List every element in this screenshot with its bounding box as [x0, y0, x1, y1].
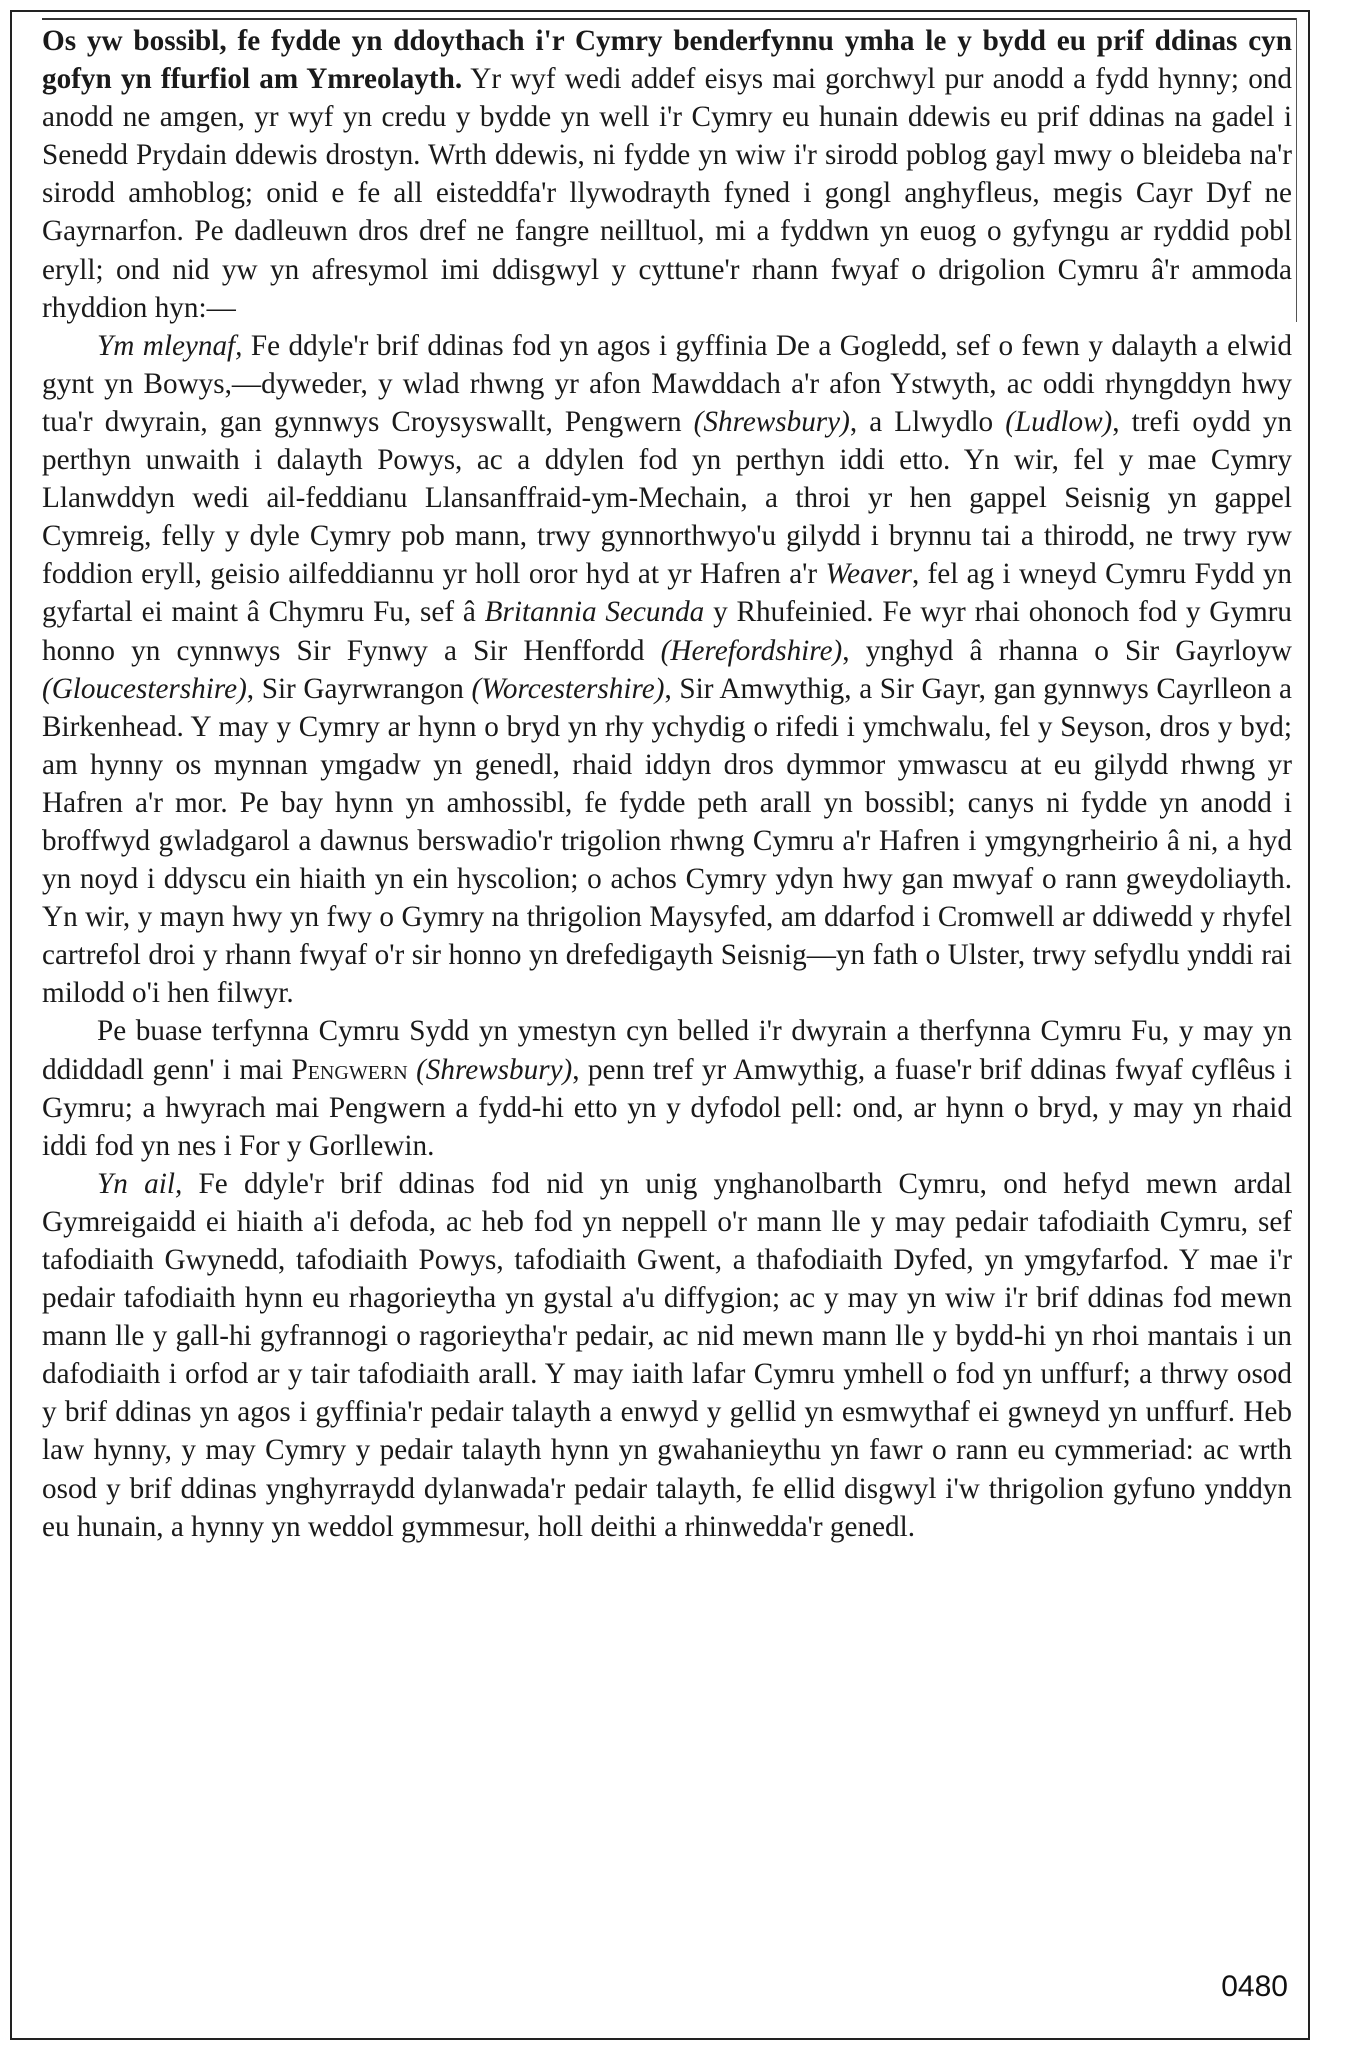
paragraph-2-italic-1: (Shrewsbury): [693, 405, 850, 438]
paragraph-4-lead: Yn ail,: [97, 1167, 183, 1200]
paragraph-3-smallcaps: Pengwern: [291, 1053, 408, 1086]
paragraph-2-text-7: , Sir Gayrwrangon: [246, 672, 472, 705]
paragraph-2-italic-5: (Herefordshire): [660, 634, 843, 667]
paragraph-2-text-5: y Rhufeinied. Fe wyr rhai ohonoch fod y Gymru honno yn cynnwys Sir Fynwy a Sir Henffordd: [42, 596, 1292, 667]
paragraph-2-text-6: , ynghyd â rhanna o Sir Gayrloyw: [842, 634, 1292, 667]
paragraph-2-text-1: Fe ddyle'r brif ddinas fod yn agos i gyffinia De a Gogledd, sef o fewn y dalayth a elwid gynt yn Bowys,—dyweder, y wlad rhwng yr afon Mawddach a'r afon Ystwyth, ac oddi rhyngddyn hwy tua'r dwyrain, gan gynnwys Croysyswallt, Pengwern: [42, 329, 1292, 438]
paragraph-2-italic-2: (Ludlow): [1005, 405, 1113, 438]
paragraph-1: [42, 22, 1292, 327]
paragraph-2-italic-4: Britannia Secunda: [484, 596, 705, 629]
paragraph-3-text-1: Pe buase terfynna Cymru Sydd yn ymestyn cyn belled i'r dwyrain a therfynna Cymru Fu, y may yn ddiddadl genn' i mai: [42, 1015, 1292, 1086]
page-number: 0480: [1221, 1970, 1288, 2003]
clipping-top-rule: [42, 18, 1297, 20]
paragraph-1-line-2: bydd eu prif ddinas cyn gofyn yn ffurfiol am Ymreolayth.: [42, 25, 1293, 96]
paragraph-3-text-2: , penn tref yr Amwythig, a fuase'r brif ddinas fwyaf cyflêus i Gymru; a hwyrach mai Pengwern a fydd-hi etto yn y dyfodol pell: ond, ar hynn o bryd, y may yn rhaid iddi fod yn nes i For y Gorllewin.: [42, 1053, 1293, 1162]
paragraph-3-italic-1: (Shrewsbury): [416, 1053, 573, 1086]
paragraph-2-italic-3: Weaver: [825, 558, 912, 591]
paragraph-2-text-2: , a Llwydlo: [849, 405, 1006, 438]
paragraph-1-line-1: Os yw bossibl, fe fydde yn ddoythach i'r Cymry benderfynnu ymha le y: [42, 25, 972, 57]
paragraph-2-text-4: , fel ag i wneyd Cymru Fydd yn gyfartal ei maint â Chymru Fu, sef â: [42, 558, 1293, 629]
paragraph-4: [42, 1165, 1292, 1546]
paragraph-3: [42, 1012, 1292, 1164]
paragraph-2-text-8: , Sir Amwythig, a Sir Gayr, gan gynnwys Cayrlleon a Birkenhead. Y may y Cymry ar hynn o bryd yn rhy ychydig o rifedi i ymchwalu, fel y Seyson, dros y byd; am hynny os mynnan ymgadw yn genedl, rhaid iddyn dros dymmor ymwascu at eu gilydd rhwng yr Hafren a'r mor. Pe bay hynn yn amhossibl, fe fydde peth arall yn bossibl; canys ni fydde yn anodd i broffwyd gwladgarol a dawnus berswadio'r trigolion rhwng Cymru a'r Hafren i ymgyngrheirio â ni, a hyd yn noyd i ddyscu ein hiaith yn ein hyscolion; o achos Cymry ydyn hwy gan mwyaf o rann gweydoliayth. Yn wir, y mayn hwy yn fwy o Gymry na thrigolion Maysyfed, am ddarfod i Cromwell ar ddiwedd y rhyfel cartrefol droi y rhann fwyaf o'r sir honno yn drefedigayth Seisnig—yn fath o Ulster, trwy sefydlu ynddi rai milodd o'i hen filwyr.: [42, 672, 1292, 1010]
clipping-seam: [1296, 18, 1297, 322]
paragraph-2-text-3: , trefi oydd yn perthyn unwaith i dalayth Powys, ac a ddylen fod yn perthyn iddi etto. Yn wir, fel y mae Cymry Llanwddyn wedi ail-feddianu Llansanffraid-ym-Mechain, a throi yr hen gappel Seisnig yn gappel Cymreig, felly y dyle Cymry pob mann, trwy gynnorthwyo'u gilydd i brynnu tai a thirodd, ne trwy ryw foddion eryll, geisio ailfeddiannu yr holl oror hyd at yr Hafren a'r: [42, 405, 1292, 591]
paragraph-2-lead: Ym mleynaf,: [97, 329, 243, 362]
paragraph-2: [42, 327, 1292, 1013]
paragraph-4-text-1: Fe ddyle'r brif ddinas fod nid yn unig ynghanolbarth Cymru, ond hefyd mewn ardal Gymreigaidd ei hiaith a'i defoda, ac heb fod yn neppell o'r mann lle y may pedair tafodiaith Cymru, sef tafodiaith Gwynedd, tafodiaith Powys, tafodiaith Gwent, a thafodiaith Dyfed, yn ymgyfarfod. Y mae i'r pedair tafodiaith hynn eu rhagorieytha yn gystal a'u diffygion; ac y may yn wiw i'r brif ddinas fod mewn mann lle y gall-hi gyfrannogi o ragorieytha'r pedair, ac nid mewn mann lle y bydd-hi yn rhoi mantais i un dafodiaith i orfod ar y tair tafodiaith arall. Y may iaith lafar Cymru ymhell o fod yn unffurf; a thrwy osod y brif ddinas yn agos i gyffinia'r pedair talayth a enwyd y gellid yn esmwythaf ei gwneyd yn unffurf. Heb law hynny, y may Cymry y pedair talayth hynn yn gwahanieythu yn fawr o rann eu cymmeriad: ac wrth osod y brif ddinas ynghyrraydd dylanwada'r pedair talayth, fe ellid disgwyl i'w thrigolion gyfuno ynddyn eu hunain, a hynny yn weddol gymmesur, holl deithi a rhinwedda'r genedl.: [42, 1167, 1293, 1543]
paragraph-1-body: Yr wyf wedi addef eisys mai gorchwyl pur anodd a fydd hynny; ond anodd ne amgen, yr wyf yn credu y bydde yn well i'r Cymry eu hunain ddewis eu prif ddinas na gadel i Senedd Prydain ddewis drostyn. Wrth ddewis, ni fydde yn wiw i'r sirodd poblog gayl mwy o bleideba na'r sirodd amhoblog; onid e fe all eisteddfa'r llywodrayth fyned i gongl anghyfleus, megis Cayr Dyf ne Gayrnarfon. Pe dadleuwn dros dref ne fangre neilltuol, mi a fyddwn yn euog o gyfyngu ar ryddid pobl eryll; ond nid yw yn afresymol imi ddisgwyl y cyttune'r rhann fwyaf o drigolion Cymru â'r ammoda rhyddion hyn:—: [42, 63, 1292, 324]
paragraph-2-italic-6: (Gloucestershire): [42, 672, 247, 705]
article-body: [42, 22, 1292, 1546]
paragraph-2-italic-7: (Worcestershire): [471, 672, 665, 705]
